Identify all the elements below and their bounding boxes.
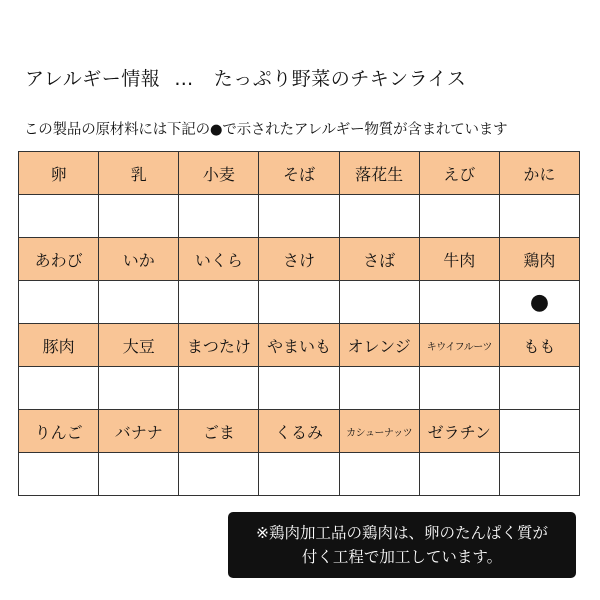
allergen-mark-cell: [259, 367, 339, 410]
title-separator: …: [174, 68, 194, 90]
allergen-mark-cell: [339, 195, 419, 238]
allergen-mark-cell: [179, 195, 259, 238]
allergen-name-cell: くるみ: [259, 410, 339, 453]
allergen-mark-cell: [19, 195, 99, 238]
allergen-mark-cell: [259, 281, 339, 324]
allergen-mark-cell: [19, 367, 99, 410]
note-line-1: ※鶏肉加工品の鶏肉は、卵のたんぱく質が: [256, 524, 548, 542]
allergen-name-row: [19, 324, 580, 367]
allergen-name-cell: カシューナッツ: [339, 410, 419, 453]
allergen-name-row: [19, 152, 580, 195]
allergen-name-cell: やまいも: [259, 324, 339, 367]
allergen-name-cell: いくら: [179, 238, 259, 281]
allergen-name-cell: いか: [99, 238, 179, 281]
allergen-name-cell: ゼラチン: [419, 410, 499, 453]
allergen-name-cell: ごま: [179, 410, 259, 453]
allergen-table: [18, 151, 580, 496]
allergen-name-cell: もも: [499, 324, 579, 367]
allergen-name-cell: オレンジ: [339, 324, 419, 367]
allergen-mark-row: [19, 281, 580, 324]
product-name: たっぷり野菜のチキンライス: [213, 68, 467, 90]
allergen-name-row: [19, 410, 580, 453]
processing-note: [228, 512, 576, 578]
allergen-name-cell: そば: [259, 152, 339, 195]
allergen-name-cell: さば: [339, 238, 419, 281]
allergen-mark-cell: [339, 367, 419, 410]
allergen-mark-cell: [99, 281, 179, 324]
allergen-mark-cell: [259, 195, 339, 238]
allergen-mark-cell: [419, 281, 499, 324]
allergen-name-cell: 卵: [19, 152, 99, 195]
allergen-name-cell: 小麦: [179, 152, 259, 195]
allergen-name-row: [19, 238, 580, 281]
allergen-name-cell: 落花生: [339, 152, 419, 195]
allergen-name-cell: まつたけ: [179, 324, 259, 367]
allergen-name-cell: 牛肉: [419, 238, 499, 281]
allergen-name-cell: りんご: [19, 410, 99, 453]
allergen-name-cell: かに: [499, 152, 579, 195]
allergen-mark-cell: [99, 367, 179, 410]
allergen-mark-cell: [179, 367, 259, 410]
allergen-name-cell: キウイフルーツ: [419, 324, 499, 367]
allergen-mark-cell: [259, 453, 339, 496]
allergen-mark-cell: [499, 367, 579, 410]
allergen-mark-row: [19, 195, 580, 238]
allergen-mark-cell: [179, 281, 259, 324]
note-line-2: 付く工程で加工しています。: [301, 548, 503, 566]
allergen-name-cell: 豚肉: [19, 324, 99, 367]
allergen-name-cell: 鶏肉: [499, 238, 579, 281]
allergen-mark-cell: [499, 195, 579, 238]
allergen-name-cell: 大豆: [99, 324, 179, 367]
allergen-mark-cell: [19, 453, 99, 496]
allergen-name-cell: あわび: [19, 238, 99, 281]
allergen-mark-cell: [419, 195, 499, 238]
allergen-name-cell: バナナ: [99, 410, 179, 453]
allergen-mark-cell: ●: [499, 281, 579, 324]
page-title: [25, 64, 466, 91]
allergen-name-cell: えび: [419, 152, 499, 195]
allergen-mark-row: [19, 453, 580, 496]
allergen-mark-cell: [99, 453, 179, 496]
title-label: アレルギー情報: [25, 68, 161, 90]
allergen-mark-cell: [339, 281, 419, 324]
allergen-description: この製品の原材料には下記の●で示されたアレルギー物質が含まれています: [24, 122, 508, 138]
allergen-name-cell: さけ: [259, 238, 339, 281]
allergen-mark-cell: [419, 367, 499, 410]
allergen-mark-cell: [99, 195, 179, 238]
allergen-mark-cell: [339, 453, 419, 496]
allergen-mark-cell: [179, 453, 259, 496]
allergen-mark-row: [19, 367, 580, 410]
allergen-mark-cell: [419, 453, 499, 496]
allergen-mark-cell: [499, 453, 579, 496]
allergen-name-cell: 乳: [99, 152, 179, 195]
empty-cell: [499, 410, 579, 453]
allergen-mark-cell: [19, 281, 99, 324]
